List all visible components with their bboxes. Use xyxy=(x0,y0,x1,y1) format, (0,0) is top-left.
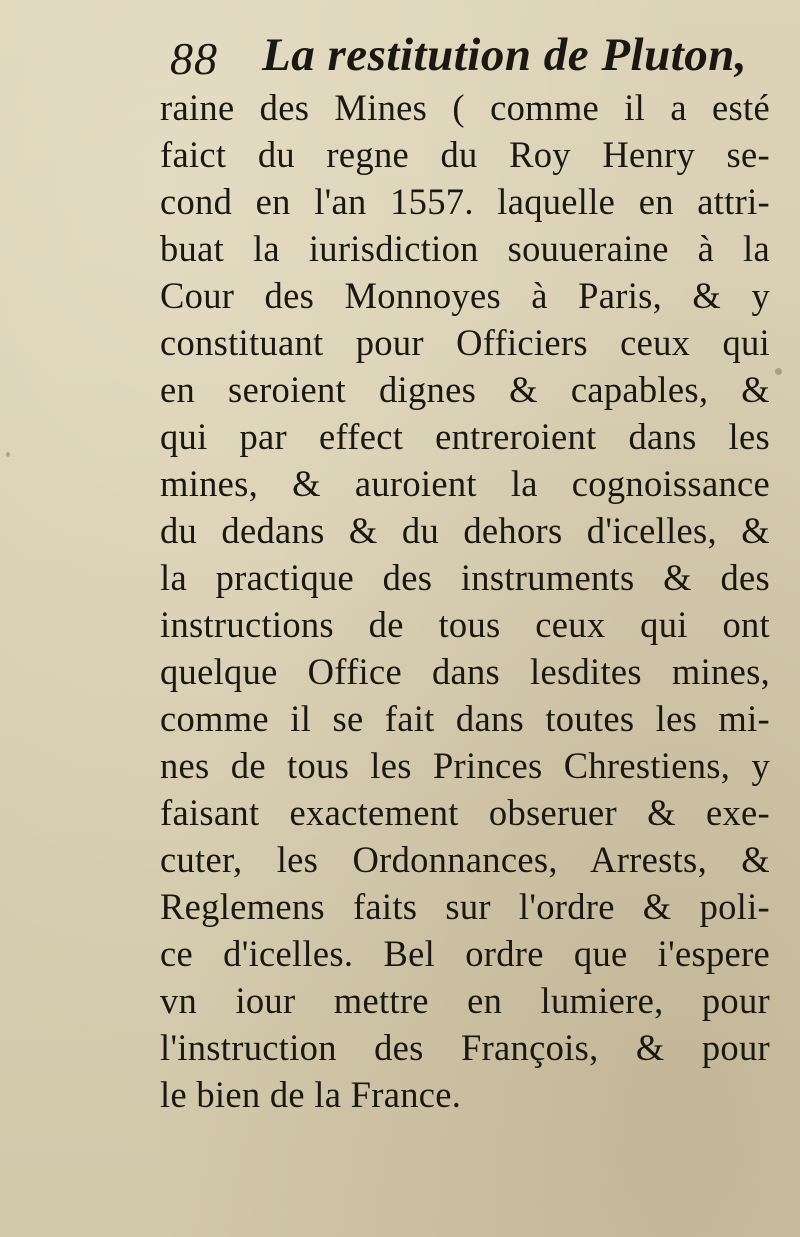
page-number: 88 xyxy=(170,33,218,84)
text-line: l'instruction des François, & pour xyxy=(160,1027,770,1068)
text-line: Cour des Monnoyes à Paris, & y xyxy=(160,275,770,316)
text-line: qui par effect entreroient dans les xyxy=(160,416,770,457)
text-line: comme il se fait dans toutes les mi- xyxy=(160,698,770,739)
text-line: en seroient dignes & capables, & xyxy=(160,369,770,410)
text-line: cuter, les Ordonnances, Arrests, & xyxy=(160,839,770,880)
text-line: nes de tous les Princes Chrestiens, y xyxy=(160,745,770,786)
text-line: quelque Office dans lesdites mines, xyxy=(160,651,770,692)
text-line: raine des Mines ( comme il a esté xyxy=(160,87,770,128)
ink-spot xyxy=(6,452,10,457)
ink-spot xyxy=(775,368,782,375)
text-line: faisant exactement obseruer & exe- xyxy=(160,792,770,833)
text-line: la practique des instruments & des xyxy=(160,557,770,598)
text-line: vn iour mettre en lumiere, pour xyxy=(160,980,770,1021)
text-line: constituant pour Officiers ceux qui xyxy=(160,322,770,363)
text-line: ce d'icelles. Bel ordre que i'espere xyxy=(160,933,770,974)
body-text xyxy=(160,84,770,1118)
text-line: du dedans & du dehors d'icelles, & xyxy=(160,510,770,551)
text-line: buat la iurisdiction souueraine à la xyxy=(160,228,770,269)
text-line: mines, & auroient la cognoissance xyxy=(160,463,770,504)
text-line: faict du regne du Roy Henry se- xyxy=(160,134,770,175)
running-head: La restitution de Pluton, xyxy=(262,29,748,81)
text-line-last: le bien de la France. xyxy=(160,1074,462,1115)
text-line: Reglemens faits sur l'ordre & poli- xyxy=(160,886,770,927)
text-line: cond en l'an 1557. laquelle en attri- xyxy=(160,181,770,222)
text-line: instructions de tous ceux qui ont xyxy=(160,604,770,645)
